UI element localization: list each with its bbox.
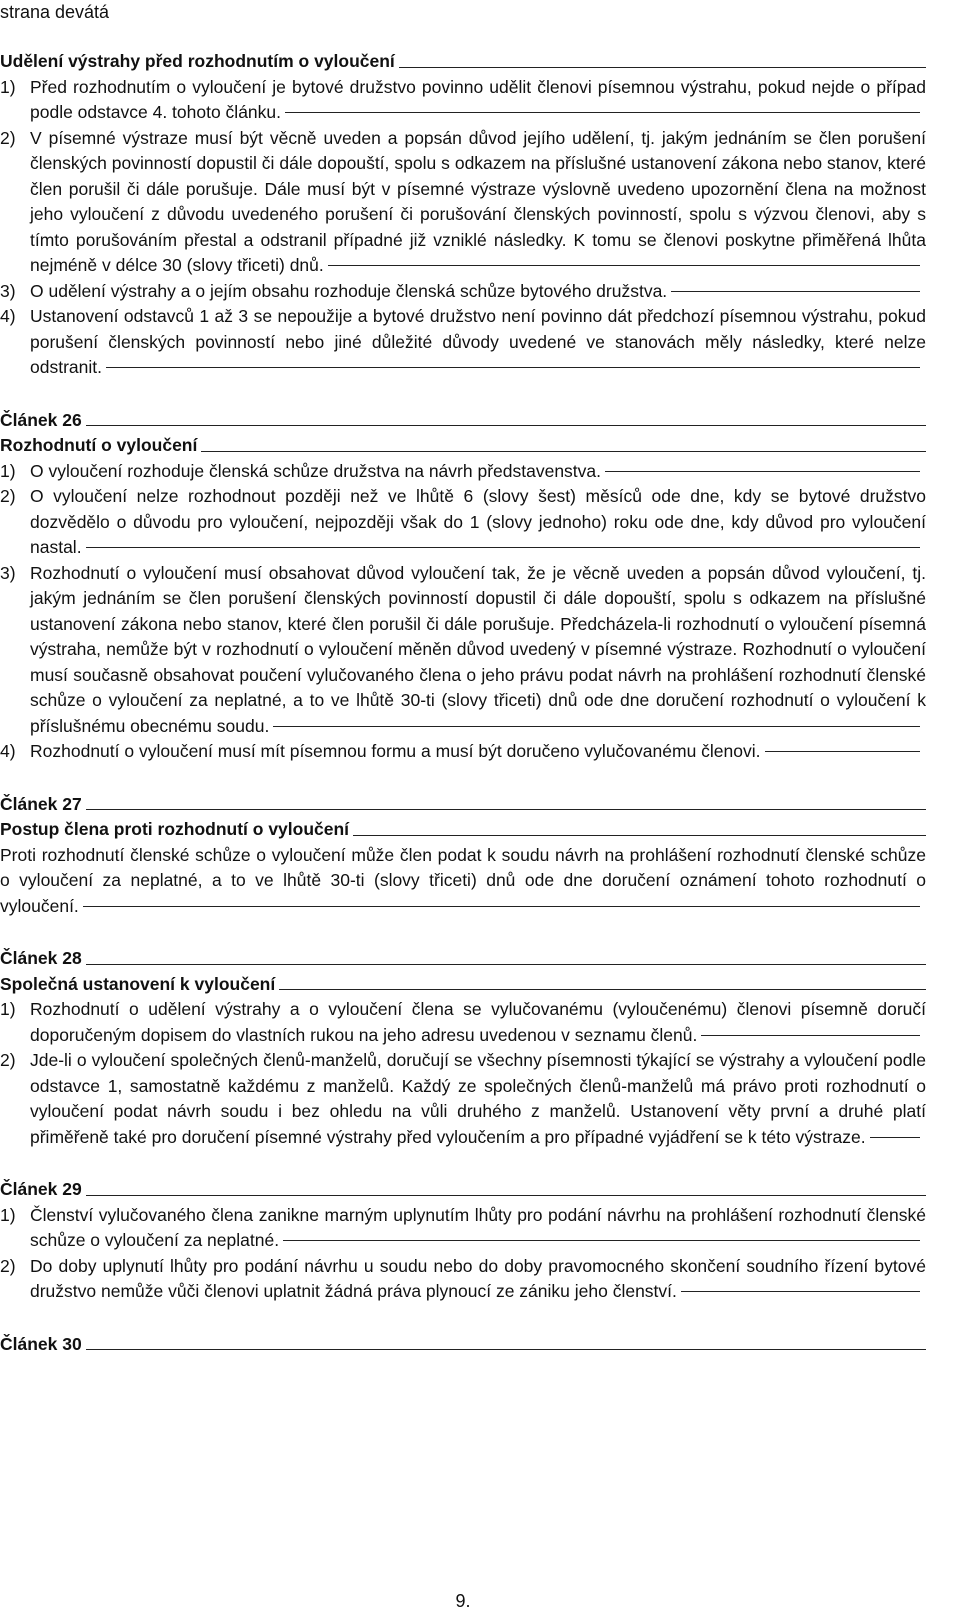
list-item — [0, 484, 926, 561]
rule-line — [701, 1035, 920, 1036]
paragraph-text: Proti rozhodnutí členské schůze o vyloučení může člen podat k soudu návrh na prohlášení rozhodnutí členské schůze o vyloučení za neplatné, a to ve lhůtě 30-ti (slovy třiceti) dnů ode dne doručení oznámení tohoto rozhodnutí o vyloučení. — [0, 844, 926, 916]
article-title-text: Článek 26 — [0, 409, 82, 430]
list-item — [0, 304, 926, 381]
item-number: 2) — [0, 486, 16, 506]
item-number: 1) — [0, 999, 16, 1019]
article-title — [0, 1177, 926, 1203]
item-text: Jde-li o vyloučení společných členů-manželů, doručují se všechny písemnosti týkající se výstrahy a vyloučení podle odstavce 1, samostatně každému z manželů. Každý ze společných členů-manželů má právo proti rozhodnutí o vyloučení podat návrh soudu i bez ohledu na vůli druhého z manželů. Ustanovení věty první a druhé platí přiměřeně také pro doručení písemné výstrahy před vyloučením a pro případné vyjádření se k této výstraze. — [30, 1050, 926, 1147]
item-number: 4) — [0, 306, 16, 326]
item-text: Ustanovení odstavců 1 až 3 se nepoužije a bytové družstvo není povinno dát předchozí písemnou výstrahu, pokud porušení členských povinností nebo jiné důležité důvody uvedené ve stanovách měly následky, které nelze odstranit. — [30, 306, 926, 377]
rule-line — [765, 751, 921, 752]
rule-line — [353, 835, 926, 836]
list-item — [0, 739, 926, 765]
rule-line — [328, 265, 920, 266]
item-number: 3) — [0, 562, 16, 583]
item-number: 1) — [0, 1204, 16, 1225]
section-heading-text: Postup člena proti rozhodnutí o vyloučení — [0, 819, 350, 839]
list-item — [0, 459, 926, 485]
section-heading — [0, 972, 926, 998]
item-text: O vyloučení nelze rozhodnout později než ve lhůtě 6 (slovy šest) měsíců ode dne, kdy se bytové družstvo dozvědělo o důvodu pro vyloučení, nejpozději však do 1 (slovy jednoho) roku ode dne, kdy důvod pro vyloučení nastal. — [30, 486, 926, 557]
rule-line — [201, 451, 926, 452]
paragraph — [0, 843, 926, 920]
item-number: 3) — [0, 280, 16, 301]
rule-line — [681, 1291, 920, 1292]
list-item — [0, 75, 926, 126]
article-title — [0, 1332, 926, 1358]
article-title-text: Článek 30 — [0, 1333, 82, 1354]
section-heading-text: Rozhodnutí o vyloučení — [0, 435, 198, 455]
list-item — [0, 561, 926, 740]
list-item — [0, 279, 926, 305]
page-header: strana devátá — [0, 2, 110, 22]
item-number: 2) — [0, 127, 16, 148]
section-heading — [0, 817, 926, 843]
item-text: Rozhodnutí o vyloučení musí mít písemnou formu a musí být doručeno vylučovanému členovi. — [30, 741, 761, 761]
article-title-text: Článek 28 — [0, 948, 82, 968]
item-text: Rozhodnutí o vyloučení musí obsahovat důvod vyloučení tak, že je věcně uveden a popsán důvod vyloučení, tj. jakým jednáním se člen porušení členských povinností dopustil či dále dopouští, spolu s odkazem na příslušné ustanovení zákona nebo stanov, které člen porušil či dále porušuje. Předcházela-li rozhodnutí o vyloučení písemná výstraha, nemůže být v rozhodnutí o vyloučení měněn důvod uvedený v písemné výstraze. Rozhodnutí o vyloučení musí současně obsahovat poučení vylučovaného člena o jeho právu podat návrh na prohlášení rozhodnutí členské schůze o vyloučení za neplatné, a to ve lhůtě 30-ti (slovy třiceti) dnů ode dne doručení rozhodnutí o vyloučení k příslušnému obecnému soudu. — [30, 562, 926, 736]
rule-line — [106, 367, 920, 368]
rule-line — [86, 809, 926, 810]
list-item — [0, 1254, 926, 1305]
article-title-text: Článek 29 — [0, 1179, 82, 1199]
rule-line — [273, 726, 920, 727]
article-title-text: Článek 27 — [0, 793, 82, 814]
item-number: 1) — [0, 76, 16, 97]
item-text: V písemné výstraze musí být věcně uveden a popsán důvod jejího udělení, tj. jakým jednáním se člen porušení členských povinností dopustil či dále dopouští, spolu s odkazem na příslušné ustanovení zákona nebo stanov, které člen porušil či dále porušuje. Dále musí být v písemné výstraze výslovně uvedeno upozornění člena na možnost jeho vyloučení z důvodu uvedeného porušení či porušování členských povinností, spolu s výzvou členovi, aby s tímto porušováním přestal a odstranil případné již vzniklé následky. K tomu se členovi poskytne přiměřená lhůta nejméně v délce 30 (slovy třiceti) dnů. — [30, 127, 926, 275]
article-title — [0, 792, 926, 818]
rule-line — [283, 1240, 920, 1241]
rule-line — [86, 1349, 926, 1350]
page-number: 9. — [455, 1591, 471, 1611]
list-item — [0, 1203, 926, 1254]
rule-line — [86, 425, 926, 426]
article-title — [0, 946, 926, 972]
item-number: 4) — [0, 741, 16, 761]
section-heading-text: Udělení výstrahy před rozhodnutím o vyloučení — [0, 51, 395, 71]
rule-line — [83, 906, 920, 907]
rule-line — [86, 1195, 926, 1196]
item-text: Do doby uplynutí lhůty pro podání návrhu u soudu nebo do doby pravomocného skončení soudního řízení bytové družstvo nemůže vůči členovi uplatnit žádná práva plynoucí ze zániku jeho členství. — [30, 1255, 926, 1301]
rule-line — [605, 471, 920, 472]
rule-line — [671, 291, 920, 292]
item-number: 2) — [0, 1255, 16, 1276]
item-number: 2) — [0, 1050, 16, 1070]
rule-line — [285, 112, 920, 113]
section-heading — [0, 433, 926, 459]
item-text: Rozhodnutí o udělení výstrahy a o vyloučení člena se vylučovanému (vyloučenému) členovi písemně doručí doporučeným dopisem do vlastních rukou na jeho adresu uvedenou v seznamu členů. — [30, 999, 926, 1045]
item-text: Členství vylučovaného člena zanikne marným uplynutím lhůty pro podání návrhu na prohlášení rozhodnutí členské schůze o vyloučení za neplatné. — [30, 1204, 926, 1250]
item-number: 1) — [0, 460, 16, 481]
list-item — [0, 997, 926, 1048]
document-content — [0, 49, 926, 1357]
list-item — [0, 126, 926, 279]
rule-line — [870, 1137, 920, 1138]
list-item — [0, 1048, 926, 1150]
item-text: O vyloučení rozhoduje členská schůze družstva na návrh představenstva. — [30, 460, 602, 481]
rule-line — [399, 67, 926, 68]
item-text: Před rozhodnutím o vyloučení je bytové družstvo povinno udělit členovi písemnou výstrahu, pokud nejde o případ podle odstavce 4. tohoto článku. — [30, 76, 926, 122]
rule-line — [279, 989, 926, 990]
section-heading-text: Společná ustanovení k vyloučení — [0, 973, 276, 994]
article-title — [0, 408, 926, 434]
section-heading — [0, 49, 926, 75]
rule-line — [86, 547, 920, 548]
rule-line — [86, 964, 926, 965]
item-text: O udělení výstrahy a o jejím obsahu rozhoduje členská schůze bytového družstva. — [30, 280, 668, 301]
